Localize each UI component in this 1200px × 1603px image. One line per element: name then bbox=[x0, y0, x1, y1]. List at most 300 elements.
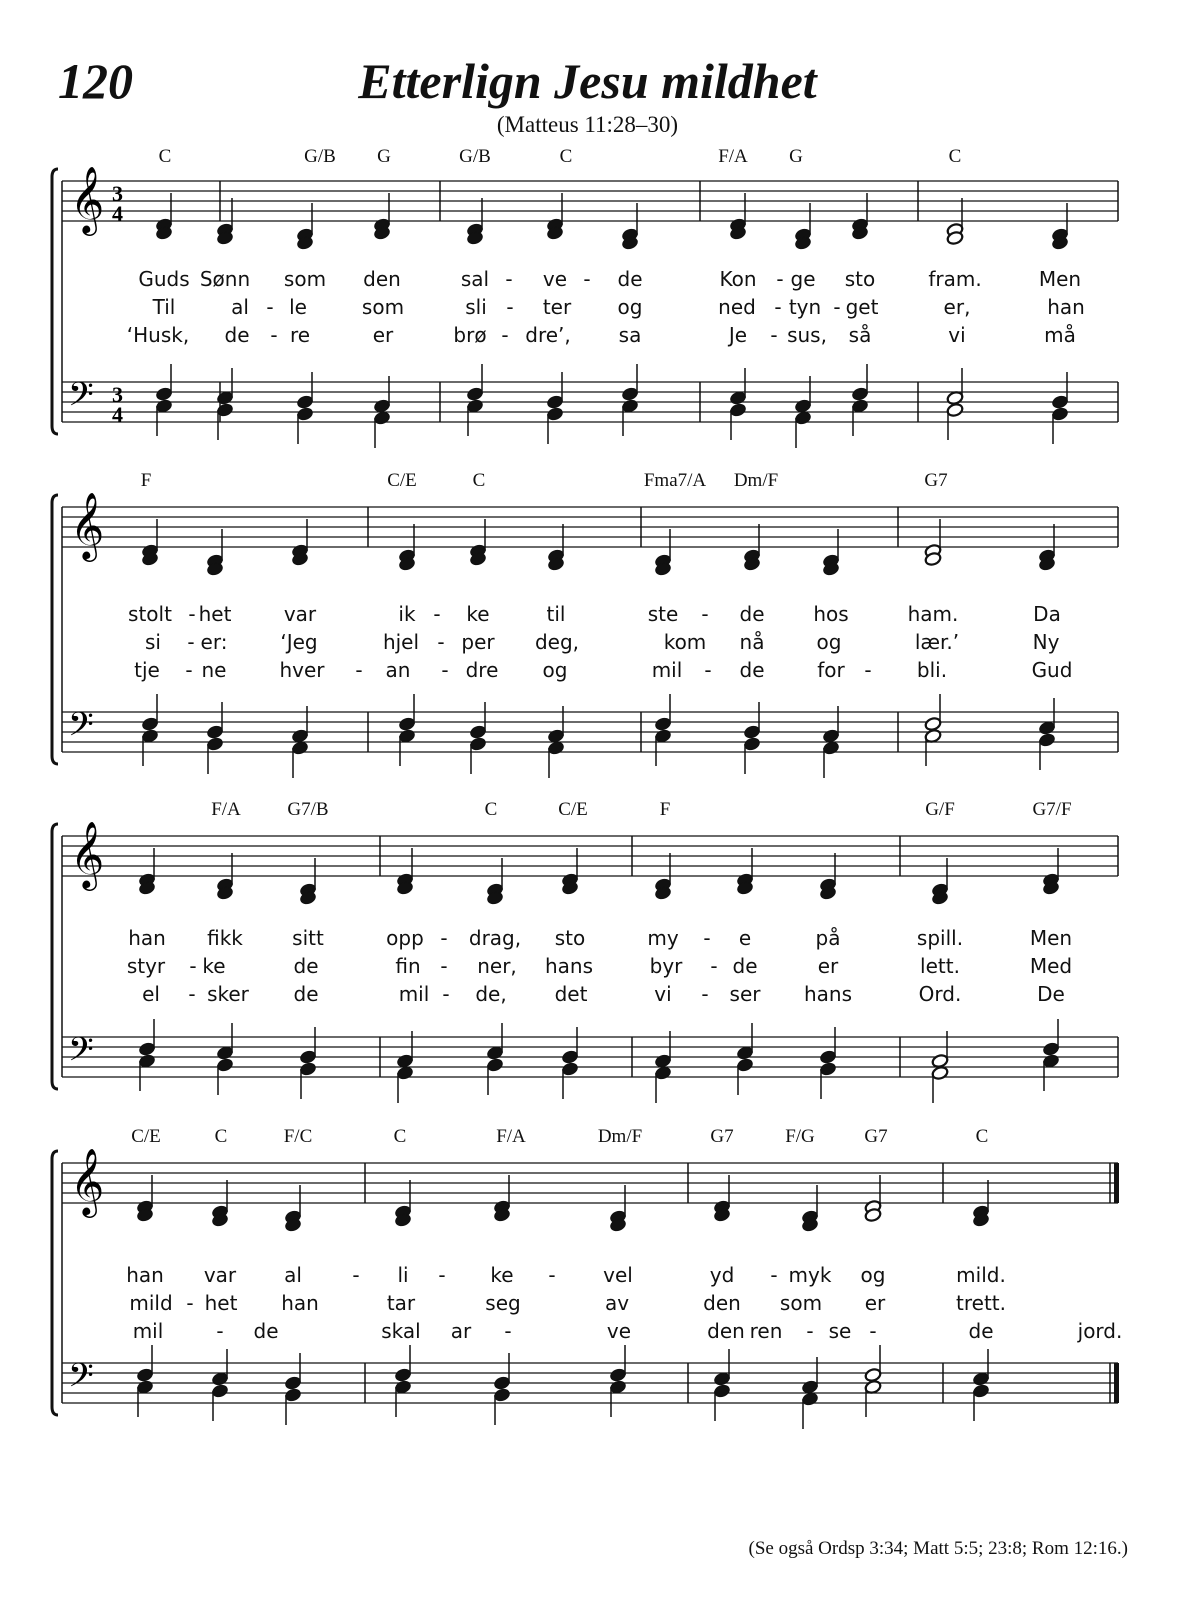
lyric-verse-2-syllable: ned bbox=[718, 295, 756, 319]
quarter-note-head bbox=[138, 1041, 156, 1056]
lyric-verse-3-syllable: re bbox=[289, 323, 311, 347]
quarter-note-head bbox=[398, 716, 416, 731]
quarter-note-head bbox=[486, 1057, 504, 1072]
half-note-head bbox=[931, 1053, 949, 1068]
quarter-note-head bbox=[713, 1383, 731, 1398]
lyric-verse-2-syllable: het bbox=[204, 1291, 238, 1315]
quarter-note-head bbox=[141, 716, 159, 731]
lyric-verse-3-syllable: så bbox=[848, 323, 872, 347]
system-bracket bbox=[52, 1151, 58, 1415]
quarter-note-head bbox=[138, 1053, 156, 1068]
lyric-verse-3-syllable: de, bbox=[475, 982, 507, 1006]
lyric-verse-2-syllable: lett. bbox=[920, 954, 960, 978]
lyric-verse-1-syllable: og bbox=[860, 1263, 886, 1287]
lyric-verse-2-syllable: som bbox=[361, 295, 405, 319]
lyric-verse-3-syllable: - bbox=[806, 1319, 814, 1343]
quarter-note-head bbox=[609, 1367, 627, 1382]
chord-symbol: G7 bbox=[924, 470, 948, 491]
quarter-note-head bbox=[972, 1371, 990, 1386]
lyric-verse-2-syllable: de bbox=[732, 954, 758, 978]
chord-symbol: Dm/F bbox=[733, 470, 779, 491]
bass-clef-icon: 𝄢 bbox=[68, 1031, 94, 1077]
quarter-note-head bbox=[1038, 732, 1056, 747]
lyric-verse-2-syllable: - bbox=[187, 630, 195, 654]
treble-clef-icon: 𝄞 bbox=[70, 820, 105, 888]
chord-symbol: G7/B bbox=[287, 799, 329, 820]
lyric-verse-1-syllable: ham. bbox=[907, 602, 959, 626]
quarter-note-head bbox=[216, 1057, 234, 1072]
bass-clef-icon: 𝄢 bbox=[68, 376, 94, 422]
lyric-verse-1-syllable: sto bbox=[554, 926, 586, 950]
quarter-note-head bbox=[291, 728, 309, 743]
lyric-verse-2-syllable: lær.’ bbox=[914, 630, 960, 654]
quarter-note-head bbox=[1051, 394, 1069, 409]
quarter-note-head bbox=[466, 386, 484, 401]
lyric-verse-1-syllable: som bbox=[283, 267, 327, 291]
quarter-note-head bbox=[851, 398, 869, 413]
lyric-verse-1-syllable: - bbox=[776, 267, 784, 291]
quarter-note-head bbox=[394, 1367, 412, 1382]
quarter-note-head bbox=[561, 1061, 579, 1076]
lyric-verse-2-syllable: er, bbox=[943, 295, 971, 319]
lyric-verse-1-syllable: hos bbox=[813, 602, 849, 626]
lyric-verse-2-syllable: seg bbox=[485, 1291, 521, 1315]
lyric-verse-1-syllable: myk bbox=[788, 1263, 832, 1287]
quarter-note-head bbox=[736, 1045, 754, 1060]
lyric-verse-3-syllable: mil bbox=[132, 1319, 164, 1343]
bass-clef-icon: 𝄢 bbox=[68, 1357, 94, 1403]
lyric-verse-3-syllable: de bbox=[968, 1319, 994, 1343]
lyric-verse-1-syllable: e bbox=[738, 926, 752, 950]
lyric-verse-2-syllable: deg, bbox=[534, 630, 580, 654]
lyric-verse-1-syllable: - bbox=[188, 602, 196, 626]
chord-symbol: F bbox=[140, 470, 152, 491]
lyric-verse-3-syllable: den bbox=[707, 1319, 745, 1343]
lyric-verse-1-syllable: het bbox=[198, 602, 232, 626]
quarter-note-head bbox=[136, 1367, 154, 1382]
lyric-verse-3-syllable: de bbox=[253, 1319, 279, 1343]
lyric-verse-3-syllable: - bbox=[770, 323, 778, 347]
lyric-verse-3-syllable: se bbox=[828, 1319, 852, 1343]
quarter-note-head bbox=[819, 1049, 837, 1064]
lyric-verse-2-syllable: si bbox=[145, 630, 161, 654]
lyric-verse-2-syllable: sli bbox=[465, 295, 487, 319]
quarter-note-head bbox=[743, 736, 761, 751]
lyric-verse-3-syllable: - bbox=[869, 1319, 877, 1343]
lyric-verse-1-syllable: opp bbox=[386, 926, 424, 950]
quarter-note-head bbox=[206, 724, 224, 739]
quarter-note-head bbox=[822, 740, 840, 755]
quarter-note-head bbox=[396, 1065, 414, 1080]
lyric-verse-1-syllable: han bbox=[126, 1263, 164, 1287]
quarter-note-head bbox=[609, 1379, 627, 1394]
lyric-verse-3-syllable: vi bbox=[654, 982, 672, 1006]
lyric-verse-2-syllable: nå bbox=[739, 630, 765, 654]
chord-symbol: G7/F bbox=[1032, 799, 1072, 820]
lyric-verse-1-syllable: ge bbox=[790, 267, 816, 291]
lyric-verse-1-syllable: - bbox=[505, 267, 513, 291]
lyric-verse-3-syllable: De bbox=[1037, 982, 1065, 1006]
quarter-note-head bbox=[819, 1061, 837, 1076]
lyric-verse-1-syllable: stolt bbox=[128, 602, 172, 626]
quarter-note-head bbox=[296, 406, 314, 421]
lyric-verse-1-syllable: Guds bbox=[138, 267, 190, 291]
quarter-note-head bbox=[394, 1379, 412, 1394]
chord-symbol: Fma7/A bbox=[643, 470, 707, 491]
lyric-verse-1-syllable: ke bbox=[466, 602, 490, 626]
lyric-verse-1-syllable: Men bbox=[1038, 267, 1082, 291]
lyric-verse-1-syllable: - bbox=[701, 602, 709, 626]
lyric-verse-1-syllable: fram. bbox=[928, 267, 982, 291]
lyric-verse-2-syllable: hans bbox=[544, 954, 594, 978]
lyric-verse-1-syllable: var bbox=[283, 602, 317, 626]
quarter-note-head bbox=[547, 740, 565, 755]
lyric-verse-3-syllable: må bbox=[1044, 323, 1076, 347]
lyric-verse-2-syllable: av bbox=[604, 1291, 630, 1315]
lyric-verse-3-syllable: ‘Husk, bbox=[126, 323, 190, 347]
lyric-verse-2-syllable: som bbox=[779, 1291, 823, 1315]
quarter-note-head bbox=[155, 398, 173, 413]
quarter-note-head bbox=[398, 728, 416, 743]
chord-symbol: C bbox=[158, 146, 172, 167]
quarter-note-head bbox=[206, 736, 224, 751]
lyric-verse-2-syllable: - bbox=[506, 295, 514, 319]
chord-symbol: F/A bbox=[496, 1126, 526, 1147]
lyric-verse-2-syllable: Ny bbox=[1032, 630, 1060, 654]
quarter-note-head bbox=[155, 386, 173, 401]
lyric-verse-3-syllable: vi bbox=[948, 323, 966, 347]
lyric-verse-1-syllable: my bbox=[647, 926, 679, 950]
lyric-verse-1-syllable: - bbox=[440, 926, 448, 950]
lyric-verse-1-syllable: - bbox=[583, 267, 591, 291]
lyric-verse-2-syllable: - bbox=[774, 295, 782, 319]
lyric-verse-2-syllable: og bbox=[617, 295, 643, 319]
lyric-verse-2-syllable: tar bbox=[386, 1291, 416, 1315]
lyric-verse-1-syllable: han bbox=[128, 926, 166, 950]
lyric-verse-2-syllable: trett. bbox=[956, 1291, 1006, 1315]
chord-symbol: C bbox=[948, 146, 962, 167]
lyric-verse-3-syllable: - bbox=[355, 658, 363, 682]
lyric-verse-1-syllable: drag, bbox=[468, 926, 522, 950]
chord-symbol: F/A bbox=[718, 146, 748, 167]
lyric-verse-2-syllable: - bbox=[266, 295, 274, 319]
lyric-verse-3-syllable: tje bbox=[134, 658, 160, 682]
lyric-verse-1-syllable: - bbox=[703, 926, 711, 950]
system-bracket bbox=[52, 495, 58, 764]
lyric-verse-3-syllable: - bbox=[864, 658, 872, 682]
quarter-note-head bbox=[713, 1371, 731, 1386]
lyric-verse-3-syllable: er bbox=[372, 323, 394, 347]
lyric-verse-3-syllable: - bbox=[216, 1319, 224, 1343]
lyric-verse-1-syllable: - bbox=[770, 1263, 778, 1287]
lyric-verse-1-syllable: yd bbox=[709, 1263, 735, 1287]
lyric-verse-3-syllable: an bbox=[385, 658, 411, 682]
half-note-head bbox=[864, 1367, 882, 1382]
quarter-note-head bbox=[136, 1379, 154, 1394]
chord-symbol: C bbox=[484, 799, 498, 820]
quarter-note-head bbox=[654, 728, 672, 743]
quarter-note-head bbox=[373, 410, 391, 425]
lyric-verse-3-syllable: skal bbox=[381, 1319, 421, 1343]
lyric-verse-2-syllable: han bbox=[1047, 295, 1085, 319]
lyric-verse-1-syllable: fikk bbox=[207, 926, 243, 950]
quarter-note-head bbox=[1042, 1041, 1060, 1056]
lyric-verse-2-syllable: - bbox=[186, 1291, 194, 1315]
lyric-verse-2-syllable: - bbox=[710, 954, 718, 978]
lyric-verse-1-syllable: ke bbox=[490, 1263, 514, 1287]
half-note-head bbox=[924, 716, 942, 731]
lyric-verse-2-syllable: per bbox=[461, 630, 495, 654]
quarter-note-head bbox=[216, 390, 234, 405]
lyric-verse-1-syllable: sto bbox=[844, 267, 876, 291]
quarter-note-head bbox=[284, 1375, 302, 1390]
quarter-note-head bbox=[547, 728, 565, 743]
lyric-verse-3-syllable: - bbox=[701, 982, 709, 1006]
quarter-note-head bbox=[211, 1371, 229, 1386]
chord-symbol: Dm/F bbox=[597, 1126, 643, 1147]
quarter-note-head bbox=[794, 410, 812, 425]
half-note-head bbox=[931, 1065, 949, 1080]
quarter-note-head bbox=[801, 1379, 819, 1394]
quarter-note-head bbox=[1038, 720, 1056, 735]
lyric-verse-3-syllable: sus, bbox=[787, 323, 827, 347]
quarter-note-head bbox=[794, 398, 812, 413]
lyric-verse-2-syllable: - bbox=[440, 954, 448, 978]
lyric-verse-2-syllable: ter bbox=[542, 295, 572, 319]
lyric-verse-2-syllable: de bbox=[293, 954, 319, 978]
chord-symbol: G/B bbox=[304, 146, 336, 167]
quarter-note-head bbox=[469, 736, 487, 751]
time-signature-denominator: 4 bbox=[112, 402, 123, 427]
lyric-verse-3-syllable: det bbox=[554, 982, 588, 1006]
lyric-verse-3-syllable: de bbox=[293, 982, 319, 1006]
quarter-note-head bbox=[621, 386, 639, 401]
lyric-verse-1-syllable: Kon bbox=[719, 267, 757, 291]
lyric-verse-3-syllable: ve bbox=[606, 1319, 632, 1343]
quarter-note-head bbox=[299, 1049, 317, 1064]
lyric-verse-1-syllable: sitt bbox=[292, 926, 324, 950]
lyric-verse-2-syllable: get bbox=[845, 295, 879, 319]
lyric-verse-1-syllable: ve bbox=[542, 267, 568, 291]
lyric-verse-2-syllable: fin bbox=[395, 954, 421, 978]
chord-symbol: F/A bbox=[211, 799, 241, 820]
quarter-note-head bbox=[1042, 1053, 1060, 1068]
lyric-verse-1-syllable: sal bbox=[460, 267, 490, 291]
treble-clef-icon: 𝄞 bbox=[70, 491, 105, 559]
lyric-verse-1-syllable: vel bbox=[603, 1263, 633, 1287]
chord-symbol: G bbox=[789, 146, 803, 167]
quarter-note-head bbox=[546, 394, 564, 409]
lyric-verse-2-syllable: styr bbox=[126, 954, 166, 978]
chord-symbol: F/G bbox=[785, 1126, 815, 1147]
lyric-verse-3-syllable: ren bbox=[749, 1319, 783, 1343]
lyric-verse-3-syllable: de bbox=[224, 323, 250, 347]
lyric-verse-3-syllable: ser bbox=[729, 982, 761, 1006]
lyric-verse-3-syllable: - bbox=[504, 1319, 512, 1343]
chord-symbol: G/F bbox=[925, 799, 955, 820]
lyric-verse-2-syllable: hjel bbox=[382, 630, 420, 654]
lyric-verse-3-syllable: - bbox=[501, 323, 509, 347]
quarter-note-head bbox=[466, 398, 484, 413]
treble-clef-icon: 𝄞 bbox=[70, 165, 105, 233]
lyric-verse-3-syllable: dre bbox=[465, 658, 499, 682]
lyric-verse-2-syllable: den bbox=[703, 1291, 741, 1315]
lyric-verse-3-syllable: ne bbox=[201, 658, 227, 682]
lyric-verse-1-syllable: den bbox=[363, 267, 401, 291]
quarter-note-head bbox=[396, 1053, 414, 1068]
quarter-note-head bbox=[211, 1383, 229, 1398]
lyric-verse-3-syllable: sa bbox=[618, 323, 642, 347]
quarter-note-head bbox=[1051, 406, 1069, 421]
lyric-verse-1-syllable: mild. bbox=[956, 1263, 1006, 1287]
lyric-verse-2-syllable: al bbox=[231, 295, 249, 319]
lyric-verse-2-syllable: kom bbox=[663, 630, 707, 654]
chord-symbol: C bbox=[472, 470, 486, 491]
lyric-verse-1-syllable: Da bbox=[1033, 602, 1061, 626]
lyric-verse-3-syllable: bli. bbox=[916, 658, 948, 682]
lyric-verse-1-syllable: de bbox=[617, 267, 643, 291]
lyric-verse-2-syllable: og bbox=[816, 630, 842, 654]
lyric-verse-2-syllable: tyn bbox=[788, 295, 822, 319]
quarter-note-head bbox=[493, 1387, 511, 1402]
half-note-head bbox=[864, 1379, 882, 1394]
quarter-note-head bbox=[469, 724, 487, 739]
quarter-note-head bbox=[296, 394, 314, 409]
quarter-note-head bbox=[486, 1045, 504, 1060]
chord-symbol: C bbox=[975, 1126, 989, 1147]
lyric-verse-3-syllable: og bbox=[542, 658, 568, 682]
quarter-note-head bbox=[216, 1045, 234, 1060]
chord-symbol: C bbox=[214, 1126, 228, 1147]
lyric-verse-2-syllable: ‘Jeg bbox=[280, 630, 318, 654]
lyric-verse-3-syllable: ar bbox=[450, 1319, 472, 1343]
quarter-note-head bbox=[299, 1061, 317, 1076]
half-note-head bbox=[946, 402, 964, 417]
lyric-verse-1-syllable: var bbox=[203, 1263, 237, 1287]
half-note-head bbox=[946, 390, 964, 405]
quarter-note-head bbox=[801, 1391, 819, 1406]
quarter-note-head bbox=[743, 724, 761, 739]
time-signature-numerator: 3 bbox=[112, 382, 123, 407]
lyric-verse-1-syllable: de bbox=[739, 602, 765, 626]
lyric-verse-3-syllable: hver bbox=[279, 658, 325, 682]
lyric-verse-1-syllable: al bbox=[284, 1263, 302, 1287]
treble-clef-icon: 𝄞 bbox=[70, 1147, 105, 1215]
lyric-verse-1-syllable: til bbox=[546, 602, 566, 626]
quarter-note-head bbox=[216, 402, 234, 417]
chord-symbol: G bbox=[377, 146, 391, 167]
quarter-note-head bbox=[654, 716, 672, 731]
quarter-note-head bbox=[729, 402, 747, 417]
lyric-verse-2-syllable: - bbox=[437, 630, 445, 654]
lyric-verse-1-syllable: ste bbox=[647, 602, 679, 626]
chord-symbol: C bbox=[559, 146, 573, 167]
lyric-verse-2-syllable: mild bbox=[129, 1291, 173, 1315]
lyric-verse-3-syllable: brø bbox=[453, 323, 487, 347]
chord-symbol: G/B bbox=[459, 146, 491, 167]
hymn-number: 120 bbox=[58, 53, 133, 109]
lyric-verse-3-syllable: Ord. bbox=[918, 982, 962, 1006]
lyric-verse-2-syllable: ner, bbox=[477, 954, 517, 978]
lyric-verse-3-syllable: de bbox=[739, 658, 765, 682]
scripture-reference: (Matteus 11:28–30) bbox=[496, 112, 679, 137]
lyric-verse-3-syllable: - bbox=[188, 982, 196, 1006]
lyric-verse-3-syllable: - bbox=[185, 658, 193, 682]
chord-symbol: G7 bbox=[864, 1126, 888, 1147]
lyric-verse-1-syllable: - bbox=[548, 1263, 556, 1287]
quarter-note-head bbox=[729, 390, 747, 405]
system-bracket bbox=[52, 824, 58, 1089]
quarter-note-head bbox=[291, 740, 309, 755]
quarter-note-head bbox=[972, 1383, 990, 1398]
lyric-verse-2-syllable: er: bbox=[200, 630, 228, 654]
lyric-verse-3-syllable: dre’, bbox=[525, 323, 571, 347]
lyric-verse-3-syllable: sker bbox=[207, 982, 249, 1006]
lyric-verse-2-syllable: er bbox=[864, 1291, 886, 1315]
lyric-verse-3-syllable: mil bbox=[398, 982, 430, 1006]
lyric-verse-2-syllable: le bbox=[289, 295, 307, 319]
lyric-verse-3-syllable: - bbox=[270, 323, 278, 347]
lyric-verse-1-syllable: li bbox=[397, 1263, 409, 1287]
lyric-verse-2-syllable: Til bbox=[152, 295, 176, 319]
chord-symbol: C/E bbox=[558, 799, 588, 820]
bass-clef-icon: 𝄢 bbox=[68, 706, 94, 752]
lyric-verse-3-syllable: mil bbox=[651, 658, 683, 682]
hymn-title: Etterlign Jesu mildhet bbox=[358, 53, 817, 109]
final-barline-thick bbox=[1114, 1163, 1119, 1203]
half-note-head bbox=[924, 728, 942, 743]
final-barline-thick bbox=[1114, 1363, 1119, 1403]
lyric-verse-3-syllable: for bbox=[817, 658, 845, 682]
chord-symbol: C/E bbox=[131, 1126, 161, 1147]
lyric-verse-1-syllable: - bbox=[352, 1263, 360, 1287]
time-signature-numerator: 3 bbox=[112, 181, 123, 206]
system-bracket bbox=[52, 169, 58, 434]
lyric-verse-1-syllable: spill. bbox=[916, 926, 964, 950]
lyric-verse-1-syllable: Sønn bbox=[199, 267, 251, 291]
quarter-note-head bbox=[654, 1053, 672, 1068]
lyric-verse-3-syllable: jord. bbox=[1077, 1319, 1123, 1343]
lyric-verse-3-syllable: - bbox=[704, 658, 712, 682]
quarter-note-head bbox=[373, 398, 391, 413]
lyric-verse-2-syllable: byr bbox=[649, 954, 683, 978]
quarter-note-head bbox=[736, 1057, 754, 1072]
chord-symbol: F/C bbox=[283, 1126, 313, 1147]
quarter-note-head bbox=[621, 398, 639, 413]
quarter-note-head bbox=[546, 406, 564, 421]
chord-symbol: F bbox=[659, 799, 671, 820]
lyric-verse-2-syllable: er bbox=[817, 954, 839, 978]
lyric-verse-2-syllable: ke bbox=[202, 954, 226, 978]
lyric-verse-1-syllable: på bbox=[815, 926, 841, 950]
chord-symbol: G7 bbox=[710, 1126, 734, 1147]
time-signature-denominator: 4 bbox=[112, 201, 123, 226]
lyric-verse-2-syllable: Med bbox=[1029, 954, 1073, 978]
quarter-note-head bbox=[561, 1049, 579, 1064]
lyric-verse-3-syllable: el bbox=[142, 982, 160, 1006]
quarter-note-head bbox=[654, 1065, 672, 1080]
lyric-verse-3-syllable: Je bbox=[728, 323, 748, 347]
chord-symbol: C/E bbox=[387, 470, 417, 491]
lyric-verse-2-syllable: - bbox=[833, 295, 841, 319]
quarter-note-head bbox=[493, 1375, 511, 1390]
lyric-verse-1-syllable: Men bbox=[1029, 926, 1073, 950]
footnote-references: (Se også Ordsp 3:34; Matt 5:5; 23:8; Rom 12:16.) bbox=[748, 1538, 1128, 1559]
lyric-verse-3-syllable: hans bbox=[803, 982, 853, 1006]
lyric-verse-3-syllable: - bbox=[442, 982, 450, 1006]
quarter-note-head bbox=[284, 1387, 302, 1402]
lyric-verse-1-syllable: - bbox=[433, 602, 441, 626]
